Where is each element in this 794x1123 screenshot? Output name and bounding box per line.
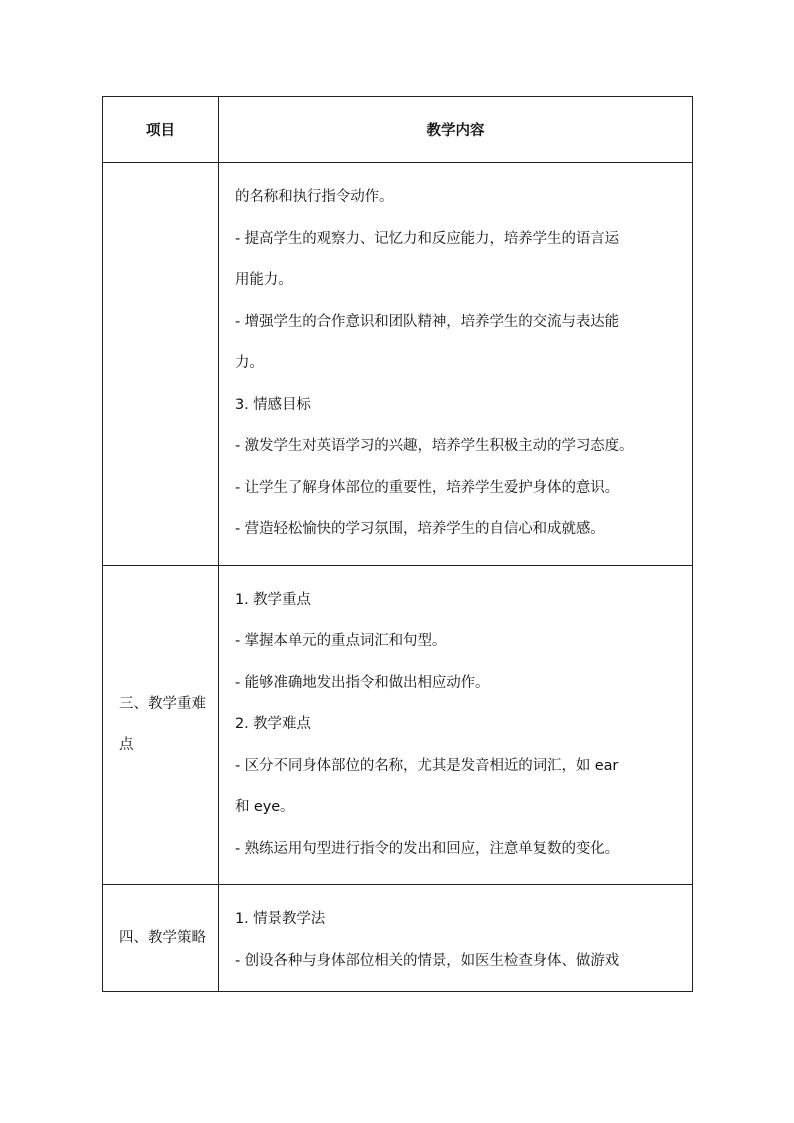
table-row <box>103 163 693 566</box>
content-line: - 熟练运用句型进行指令的发出和回应，注意单复数的变化。 <box>235 840 620 857</box>
table-row <box>103 565 693 885</box>
header-content: 教学内容 <box>219 97 693 163</box>
row-label: 三、教学重难点 <box>103 565 219 885</box>
header-item: 项目 <box>103 97 219 163</box>
content-line: 力。 <box>235 355 264 371</box>
content-line: 1. 情景教学法 <box>235 911 326 927</box>
lesson-plan-table <box>102 96 693 992</box>
row-content <box>219 565 693 885</box>
content-line: - 能够准确地发出指令和做出相应动作。 <box>235 674 490 691</box>
content-line: 1. 教学重点 <box>235 591 311 608</box>
content-line: - 掌握本单元的重点词汇和句型。 <box>235 633 447 649</box>
content-line: - 让学生了解身体部位的重要性，培养学生爱护身体的意识。 <box>235 479 620 496</box>
content-line: 的名称和执行指令动作。 <box>235 189 394 205</box>
content-line: 用能力。 <box>235 272 293 288</box>
content-line: - 创设各种与身体部位相关的情景，如医生检查身体、做游戏 <box>235 952 620 969</box>
content-line: - 营造轻松愉快的学习氛围，培养学生的自信心和成就感。 <box>235 521 605 537</box>
row-label <box>103 163 219 566</box>
content-line: - 提高学生的观察力、记忆力和反应能力，培养学生的语言运 <box>235 230 620 247</box>
content-line: - 增强学生的合作意识和团队精神，培养学生的交流与表达能 <box>235 313 620 330</box>
content-line: 和 eye。 <box>235 799 295 815</box>
content-line: - 激发学生对英语学习的兴趣，培养学生积极主动的学习态度。 <box>235 438 634 454</box>
row-content <box>219 885 693 992</box>
row-label: 四、教学策略 <box>103 885 219 992</box>
table-header-row <box>103 97 693 163</box>
content-line: 3. 情感目标 <box>235 396 311 413</box>
content-line: 2. 教学难点 <box>235 716 311 732</box>
content-line: - 区分不同身体部位的名称，尤其是发音相近的词汇，如 ear <box>235 757 619 774</box>
row-content <box>219 163 693 566</box>
table-row <box>103 885 693 992</box>
